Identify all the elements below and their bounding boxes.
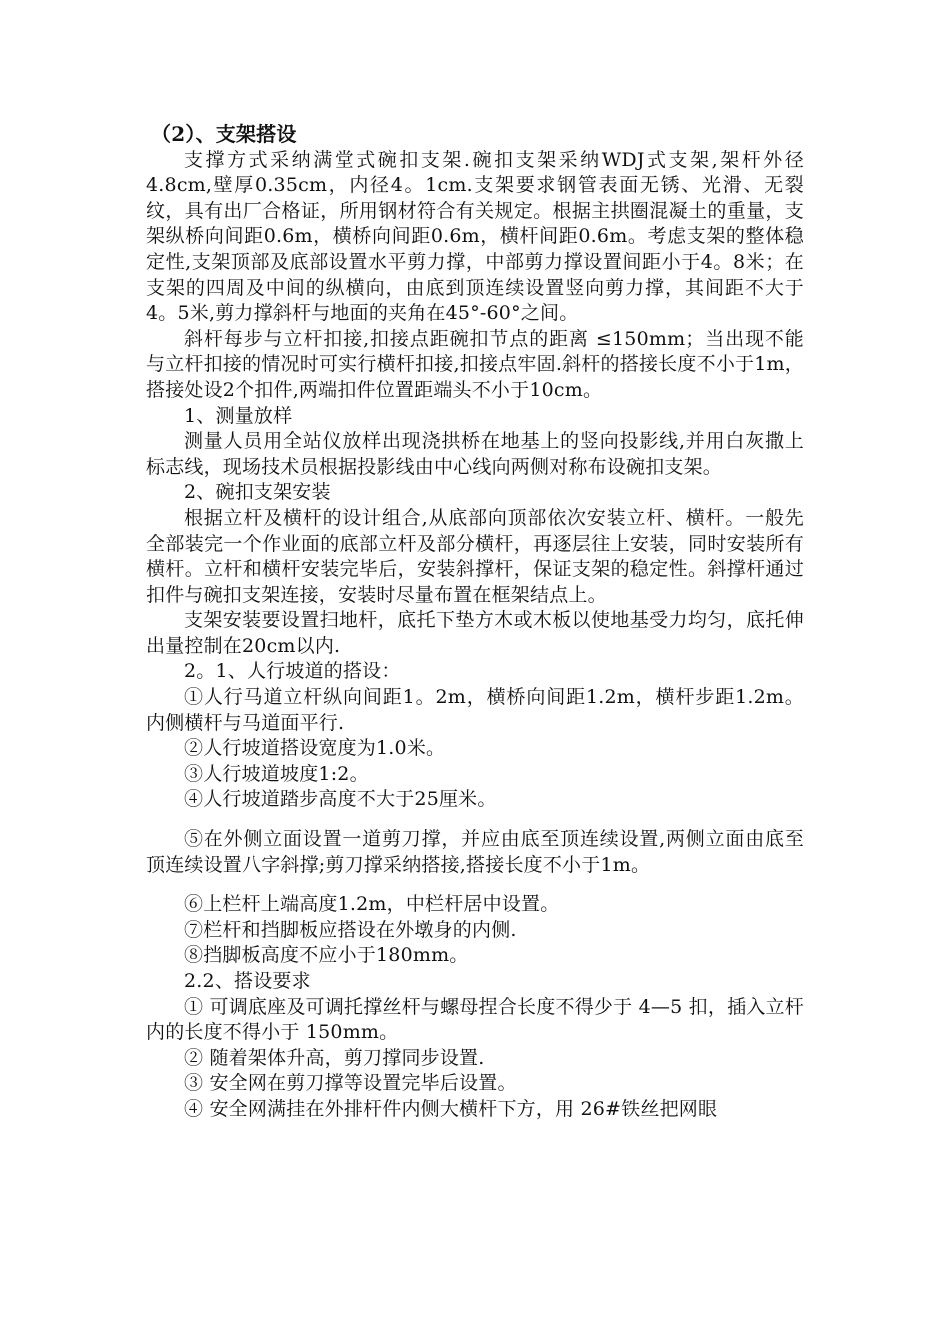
list-item: ④人行坡道踏步高度不大于25厘米。 [184,788,497,811]
paragraph: 测量人员用全站仪放样出现浇拱桥在地基上的竖向投影线,并用白灰撒上标志线，现场技术员根据投影线由中心线向两侧对称布设碗扣支架。 [146,430,804,478]
section-title: （2）、支架搭设 [151,122,297,146]
list-item: ④ 安全网满挂在外排杆件内侧大横杆下方，用 26#铁丝把网眼 [184,1097,718,1120]
list-item: ⑥上栏杆上端高度1.2m，中栏杆居中设置。 [184,893,560,916]
subheading: 1、测量放样 [184,404,293,427]
paragraph: 支架安装要设置扫地杆，底托下垫方木或木板以使地基受力均匀，底托伸出量控制在20cm以内. [146,609,804,657]
paragraph: 根据立杆及横杆的设计组合,从底部向顶部依次安装立杆、横杆。一般先全部装完一个作业面的底部立杆及部分横杆，再逐层往上安装，同时安装所有横杆。立杆和横杆安装完毕后，安装斜撑杆，保证支架的稳定性。斜撑杆通过扣件与碗扣支架连接，安装时尽量布置在框架结点上。 [146,506,804,606]
list-item: ① 可调底座及可调托撑丝杆与螺母捏合长度不得少于 4—5 扣，插入立杆内的长度不得小于 150mm。 [146,995,804,1044]
list-item: ③人行坡道坡度1:2。 [184,762,369,785]
paragraph: 支撑方式采纳满堂式碗扣支架.碗扣支架采纳WDJ式支架,架杆外径4.8cm,壁厚0.35cm，内径4。1cm.支架要求钢管表面无锈、光滑、无裂纹，具有出厂合格证，所用钢材符合有关规定。根据主拱圈混凝土的重量，支架纵桥向间距0.6m，横桥向间距0.6m，横杆间距0.6m。考虑支架的整体稳定性,支架顶部及底部设置水平剪力撑，中部剪力撑设置间距小于4。8米；在支架的四周及中间的纵横向，由底到顶连续设置竖向剪力撑，其间距不大于4。5米,剪力撑斜杆与地面的夹角在45°-60°之间。 [146,148,804,325]
list-item: ②人行坡道搭设宽度为1.0米。 [184,737,446,760]
list-item: ⑤在外侧立面设置一道剪刀撑，并应由底至顶连续设置,两侧立面由底至顶连续设置八字斜撑;剪刀撑采纳搭接,搭接长度不小于1m。 [146,828,804,876]
spacer [146,878,804,892]
spacer [146,813,804,827]
document-body [146,122,804,1123]
list-item: ⑦栏杆和挡脚板应搭设在外墩身的内侧. [184,918,517,941]
subheading: 2。1、人行坡道的搭设： [184,660,401,683]
subheading: 2、碗扣支架安装 [184,481,331,504]
list-item: ② 随着架体升高，剪刀撑同步设置. [184,1046,485,1069]
list-item: ⑧挡脚板高度不应小于180mm。 [184,944,469,967]
list-item: ①人行马道立杆纵向间距1。2m，横桥向间距1.2m，横杆步距1.2m。内侧横杆与马道面平行. [146,686,804,734]
list-item: ③ 安全网在剪刀撑等设置完毕后设置。 [184,1072,517,1095]
paragraph: 斜杆每步与立杆扣接,扣接点距碗扣节点的距离 ≤150mm；当出现不能与立杆扣接的情况时可实行横杆扣接,扣接点牢固.斜杆的搭接长度不小于1m，搭接处设2个扣件,两端扣件位置距端头不小于10cm。 [146,327,804,401]
subheading: 2.2、搭设要求 [184,970,311,992]
